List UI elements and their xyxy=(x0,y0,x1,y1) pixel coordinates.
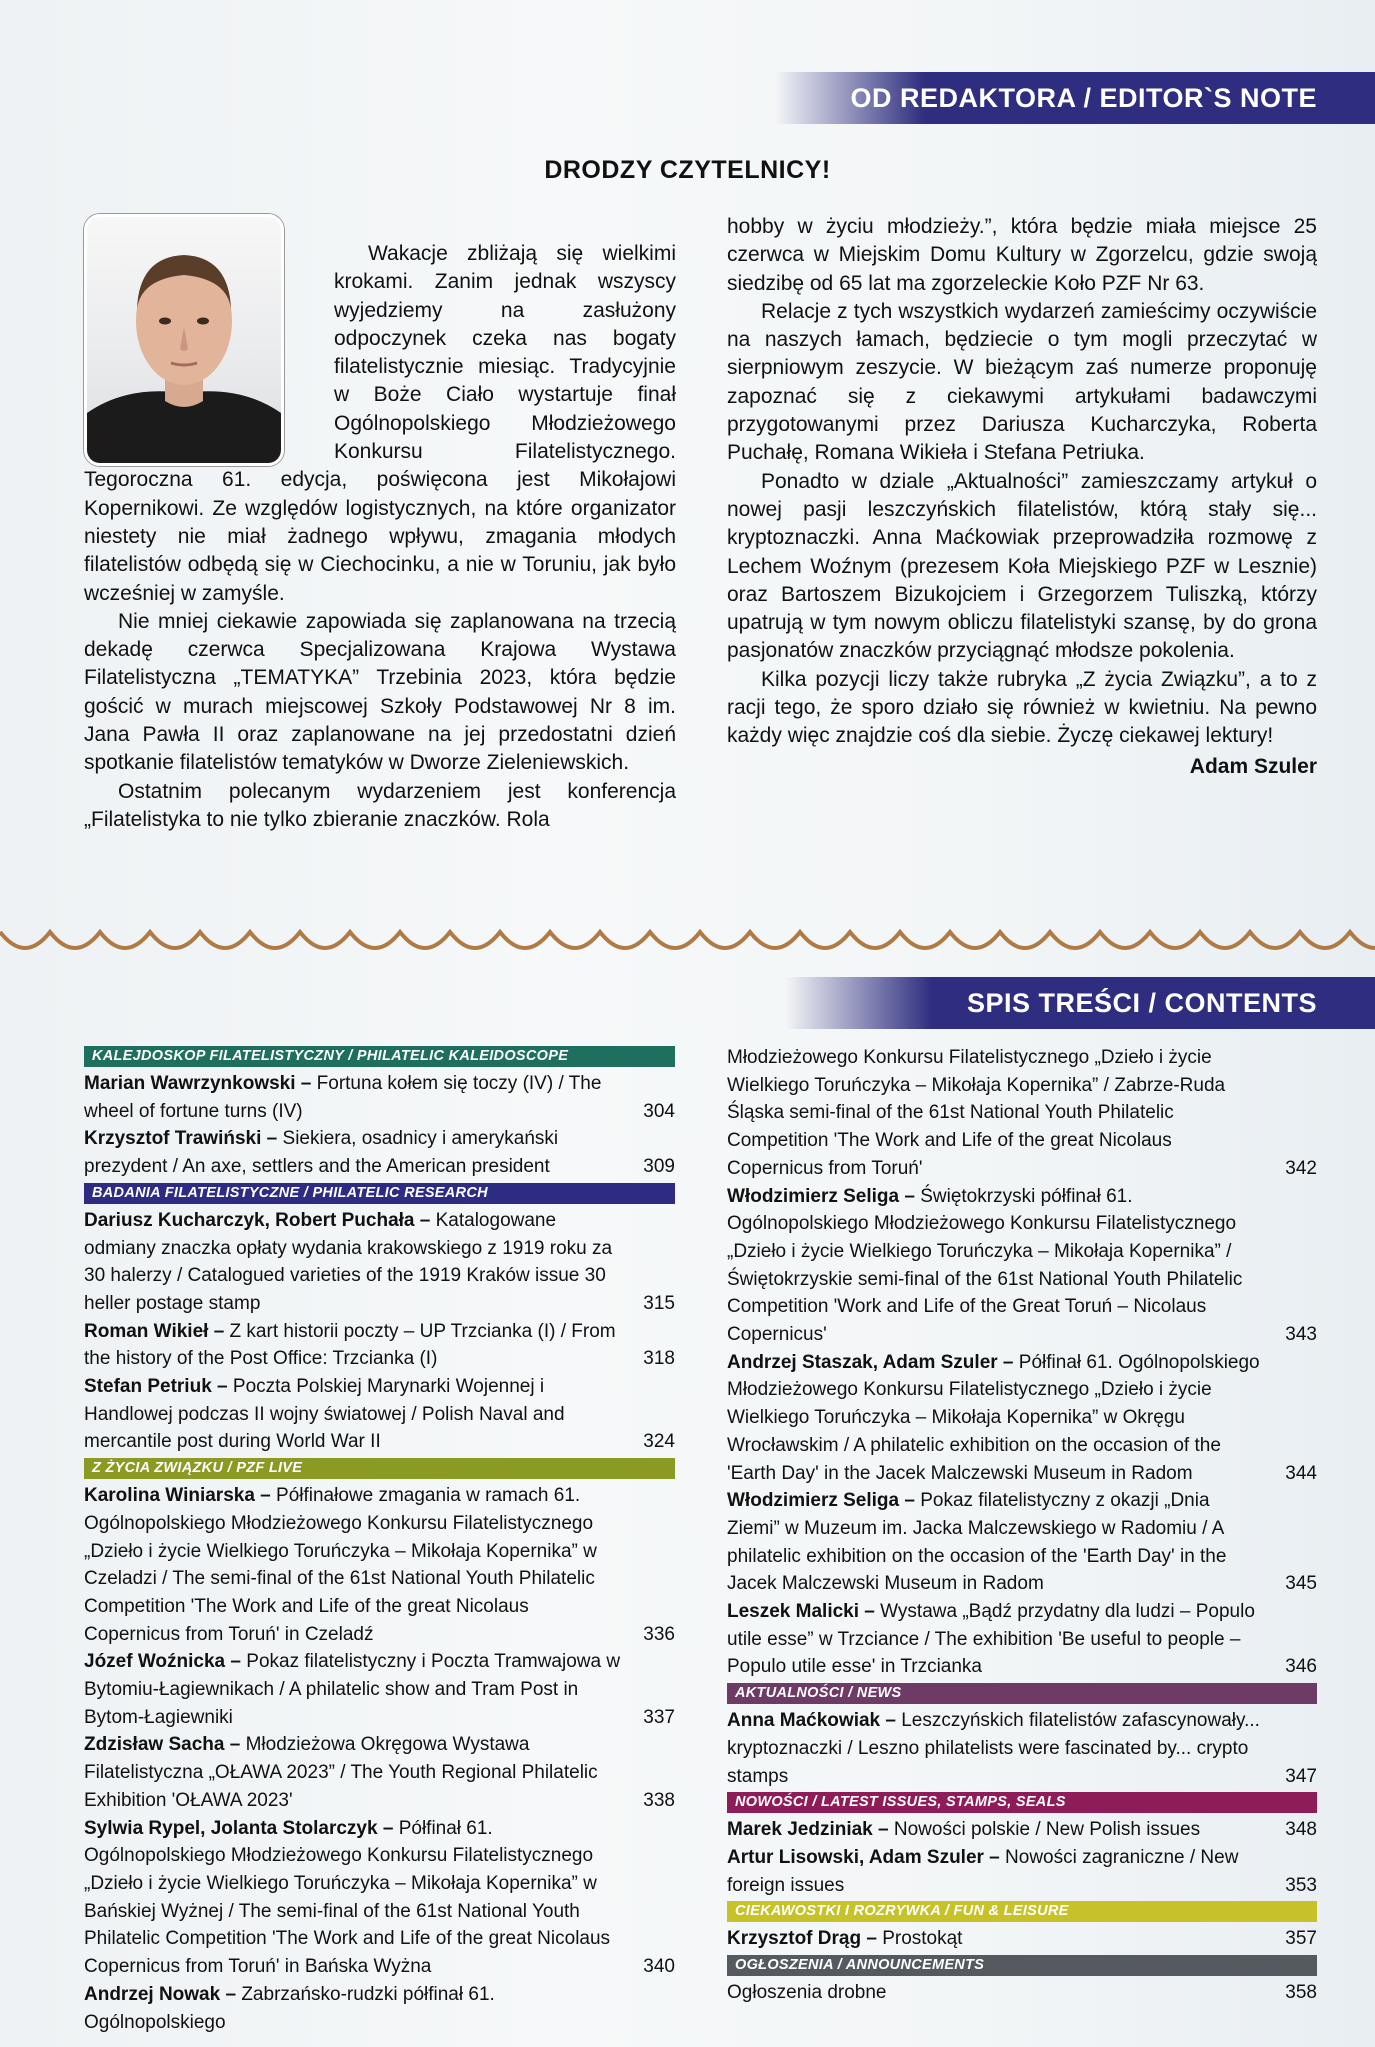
entry-author: Anna Maćkowiak – xyxy=(727,1710,896,1732)
entry-author: Marek Jedziniak – xyxy=(727,1819,889,1841)
editorial-paragraph: Wakacje zbliżają się wielkimi krokami. Zanim jednak wszyscy wyjedziemy na zasłużony odpoczynek czeka nas bogaty filatelistycznie miesiąc. Tradycyjnie w Boże Ciało wystartuje finał Ogólnopolskiego Młodzieżowego Konkursu Filatelistycznego. Tegoroczna 61. edycja, poświęcona jest Mikołajowi Kopernikowi. Ze względów logistycznych, na które organizator niestety nie miał żadnego wpływu, zmagania młodych filatelistów odbędą się w Ciechocinku, a nie w Toruniu, jak było wcześniej w zamyśle. xyxy=(84,242,676,605)
entry-title: Nowości polskie / New Polish issues xyxy=(893,1819,1201,1841)
entry-title: Katalogowane odmiany znaczka opłaty wydania krakowskiego z 1919 roku za 30 halerzy / Catalogued varieties of the 1919 Kraków issue 30 heller postage stamp xyxy=(84,1209,613,1314)
entry-author: Karolina Winiarska – xyxy=(84,1485,271,1507)
entry-title: Ogłoszenia drobne xyxy=(727,1982,887,2004)
entry-title: Poczta Polskiej Marynarki Wojennej i Handlowej podczas II wojny światowej / Polish Naval and mercantile post during World War II xyxy=(84,1376,565,1453)
entry-page-number: 345 xyxy=(1285,1573,1317,1595)
entry-author: Włodzimierz Seliga – xyxy=(727,1185,915,1207)
entry-page-number: 343 xyxy=(1285,1324,1317,1346)
editor-signature: Adam Szuler xyxy=(1189,754,1317,778)
entry-page-number: 318 xyxy=(643,1348,675,1370)
editorial-paragraph: Nie mniej ciekawie zapowiada się zaplanowana na trzecią dekadę czerwca Specjalizowana Krajowa Wystawa Filatelistyczna „TEMATYKA” Trzebinia 2023, która będzie gościć w murach miejscowej Szkoły Podstawowej Nr 8 im. Jana Pawła II oraz zaplanowane na jej przedostatni dzień spotkanie filatelistów tematyków w Dworze Zieleniewskich. xyxy=(84,609,676,775)
entry-page-number: 357 xyxy=(1285,1928,1317,1950)
entry-title: Półfinałowe zmagania w ramach 61. Ogólnopolskiego Młodzieżowego Konkursu Filatelistycznego „Dzieło i życie Wielkiego Toruńczyka – Mikołaja Kopernika” w Czeladzi / The semi-final of the 61st National Youth Philatelic Competition 'The Work and Life of the great Nicolaus Copernicus from Toruń' in Czeladź xyxy=(84,1485,597,1645)
contents-entry[interactable] xyxy=(84,1648,675,1731)
entry-title: Prostokąt xyxy=(882,1928,963,1950)
entry-title: Zabrzańsko-rudzki półfinał 61. Ogólnopolskiego xyxy=(84,1983,495,2033)
editorial-column-left xyxy=(84,240,676,834)
entry-author: Leszek Malicki – xyxy=(727,1601,875,1623)
entry-title: Młodzieżowego Konkursu Filatelistycznego „Dzieło i życie Wielkiego Toruńczyka – Mikołaja Kopernika” / Zabrze-Ruda Śląska semi-final of the 61st National Youth Philatelic Competition 'The Work and Life of the great Nicolaus Copernicus from Toruń' xyxy=(727,1047,1226,1179)
entry-page-number: 353 xyxy=(1285,1874,1317,1896)
section-header-band xyxy=(775,72,1375,124)
entry-title: Półfinał 61. Ogólnopolskiego Młodzieżowego Konkursu Filatelistycznego „Dzieło i życie Wielkiego Toruńczyka – Mikołaja Kopernika” w Okręgu Wrocławskim / A philatelic exhibition on the occasion of the 'Earth Day' in the Jacek Malczewski Museum in Radom xyxy=(727,1351,1260,1484)
contents-entry[interactable] xyxy=(727,1487,1317,1598)
entry-author: Zdzisław Sacha – xyxy=(84,1734,241,1756)
entry-author: Józef Woźnicka – xyxy=(84,1651,241,1673)
contents-column-left xyxy=(84,1044,675,2036)
entry-page-number: 358 xyxy=(1285,1982,1317,2004)
contents-entry[interactable] xyxy=(84,1070,675,1125)
entry-title: Siekiera, osadnicy i amerykański prezydent / An axe, settlers and the American president xyxy=(84,1128,559,1178)
entry-page-number: 346 xyxy=(1285,1656,1317,1678)
contents-category: BADANIA FILATELISTYCZNE / PHILATELIC RESEARCH xyxy=(84,1183,675,1204)
entry-title: Pokaz filatelistyczny i Poczta Tramwajowa w Bytomiu-Łagiewnikach / A philatelic show and Tram Post in Bytom-Łagiewniki xyxy=(84,1651,621,1728)
entry-author: Krzysztof Trawiński – xyxy=(84,1128,278,1150)
entry-title: Z kart historii poczty – UP Trzcianka (I) / From the history of the Post Office: Trzcianka (I) xyxy=(84,1320,616,1370)
contents-entry[interactable] xyxy=(727,1979,1317,2007)
editorial-paragraph: hobby w życiu młodzieży.”, która będzie miała miejsce 25 czerwca w Miejskim Domu Kultury w Zgorzelcu, gdzie swoją siedzibę od 65 lat ma zgorzeleckie Koło PZF Nr 63. xyxy=(727,215,1317,295)
entry-author: Sylwia Rypel, Jolanta Stolarczyk – xyxy=(84,1817,394,1839)
contents-entry[interactable] xyxy=(84,1731,675,1814)
contents-entry[interactable] xyxy=(727,1044,1317,1183)
entry-page-number: 344 xyxy=(1285,1462,1317,1484)
contents-category: Z ŻYCIA ZWIĄZKU / PZF LIVE xyxy=(84,1458,675,1479)
contents-header-label: SPIS TREŚCI / CONTENTS xyxy=(966,987,1317,1018)
entry-author: Stefan Petriuk – xyxy=(84,1376,228,1398)
contents-entry[interactable] xyxy=(727,1925,1317,1953)
contents-header-band xyxy=(785,977,1375,1029)
contents-entry[interactable] xyxy=(84,1373,675,1456)
entry-page-number: 348 xyxy=(1285,1819,1317,1841)
entry-author: Andrzej Nowak – xyxy=(84,1983,237,2005)
contents-entry[interactable] xyxy=(84,1981,675,2036)
entry-author: Krzysztof Drąg – xyxy=(727,1928,877,1950)
contents-category: OGŁOSZENIA / ANNOUNCEMENTS xyxy=(727,1955,1317,1976)
entry-author: Włodzimierz Seliga – xyxy=(727,1490,915,1512)
entry-title: Leszczyńskich filatelistów zafascynowały... kryptoznaczki / Leszno philatelists were fascinated by... crypto stamps xyxy=(727,1710,1260,1787)
editorial-paragraph: Relacje z tych wszystkich wydarzeń zamieścimy oczywiście na naszych łamach, będziecie o tym mogli przeczytać w sierpniowym zeszycie. W bieżącym zaś numerze proponuję zapoznać się z ciekawymi artykułami badawczymi przygotowanymi przez Dariusza Kucharczyka, Roberta Puchałę, Romana Wikieła i Stefana Petriuka. xyxy=(727,299,1317,465)
editorial-column-right xyxy=(727,213,1317,781)
editorial-paragraph: Ostatnim polecanym wydarzeniem jest konferencja „Filatelistyka to nie tylko zbieranie znaczków. Rola xyxy=(84,779,676,831)
entry-title: Pokaz filatelistyczny z okazji „Dnia Ziemi” w Muzeum im. Jacka Malczewskiego w Radomiu / A philatelic exhibition on the occasion of the 'Earth Day' in the Jacek Malczewski Museum in Radom xyxy=(727,1490,1227,1595)
contents-entry[interactable] xyxy=(727,1844,1317,1899)
entry-title: Wystawa „Bądź przydatny dla ludzi – Populo utile esse” w Trzciance / The exhibition 'Be useful to people – Populo utile esse' in Trzcianka xyxy=(727,1601,1255,1678)
entry-page-number: 338 xyxy=(643,1789,675,1811)
contents-entry[interactable] xyxy=(727,1183,1317,1349)
entry-page-number: 337 xyxy=(643,1706,675,1728)
entry-author: Artur Lisowski, Adam Szuler – xyxy=(727,1846,1000,1868)
contents-category: NOWOŚCI / LATEST ISSUES, STAMPS, SEALS xyxy=(727,1792,1317,1813)
entry-page-number: 324 xyxy=(643,1431,675,1453)
contents-entry[interactable] xyxy=(727,1598,1317,1681)
entry-page-number: 336 xyxy=(643,1623,675,1645)
contents-entry[interactable] xyxy=(84,1815,675,1981)
entry-page-number: 309 xyxy=(643,1156,675,1178)
contents-entry[interactable] xyxy=(84,1482,675,1648)
wavy-divider xyxy=(0,920,1375,964)
entry-page-number: 342 xyxy=(1285,1157,1317,1179)
entry-page-number: 347 xyxy=(1285,1765,1317,1787)
entry-title: Młodzieżowa Okręgowa Wystawa Filatelistyczna „OŁAWA 2023” / The Youth Regional Philatelic Exhibition 'OŁAWA 2023' xyxy=(84,1734,598,1811)
entry-title: Półfinał 61. Ogólnopolskiego Młodzieżowego Konkursu Filatelistycznego „Dzieło i życie Wielkiego Toruńczyka – Mikołaja Kopernika” w Bańskiej Wyżnej / The semi-final of the 61st National Youth Philatelic Competition 'The Work and Life of the great Nicolaus Copernicus from Toruń' in Bańska Wyżna xyxy=(84,1817,611,1978)
page-title: DRODZY CZYTELNICY! xyxy=(544,156,831,184)
editorial-paragraph: Ponadto w dziale „Aktualności” zamieszczamy artykuł o nowej pasji leszczyńskich filatelistów, którą stały się... kryptoznaczki. Anna Maćkowiak przeprowadziła rozmowę z Lechem Woźnym (prezesem Koła Miejskiego PZF w Lesznie) oraz Bartoszem Bizukojciem i Grzegorzem Tuliszką, którzy upatrują w tym nowym obliczu filatelistyki szansę, by do grona pasjonatów znaczków przyciągnąć młodsze pokolenia. xyxy=(727,469,1317,663)
contents-category: AKTUALNOŚCI / NEWS xyxy=(727,1683,1317,1704)
entry-page-number: 340 xyxy=(643,1956,675,1978)
section-header-label: OD REDAKTORA / EDITOR`S NOTE xyxy=(850,82,1317,113)
contents-entry[interactable] xyxy=(84,1125,675,1180)
editorial-paragraph: Kilka pozycji liczy także rubryka „Z życia Związku”, a to z racji tego, że sporo działo się również w kwietniu. Na pewno każdy więc znajdzie coś dla siebie. Życzę ciekawej lektury! xyxy=(727,667,1317,748)
entry-title: Nowości zagraniczne / New foreign issues xyxy=(727,1846,1239,1896)
entry-page-number: 315 xyxy=(643,1292,675,1314)
contents-entry[interactable] xyxy=(727,1816,1317,1844)
contents-entry[interactable] xyxy=(727,1707,1317,1790)
entry-author: Roman Wikieł – xyxy=(84,1320,225,1342)
contents-entry[interactable] xyxy=(727,1349,1317,1488)
entry-author: Andrzej Staszak, Adam Szuler – xyxy=(727,1351,1014,1373)
entry-author: Marian Wawrzynkowski – xyxy=(84,1073,312,1094)
contents-column-right xyxy=(727,1044,1317,2007)
entry-page-number: 304 xyxy=(643,1100,675,1122)
contents-entry[interactable] xyxy=(84,1318,675,1373)
entry-title: Fortuna kołem się toczy (IV) / The wheel of fortune turns (IV) xyxy=(84,1073,602,1122)
contents-entry[interactable] xyxy=(84,1207,675,1318)
contents-category: CIEKAWOSTKI I ROZRYWKA / FUN & LEISURE xyxy=(727,1901,1317,1922)
contents-category: KALEJDOSKOP FILATELISTYCZNY / PHILATELIC KALEIDOSCOPE xyxy=(84,1046,675,1067)
entry-author: Dariusz Kucharczyk, Robert Puchała – xyxy=(84,1209,431,1231)
entry-title: Świętokrzyski półfinał 61. Ogólnopolskiego Młodzieżowego Konkursu Filatelistycznego „Dzieło i życie Wielkiego Toruńczyka – Mikołaja Kopernika” / Świętokrzyskie semi-final of the 61st National Youth Philatelic Competition 'Work and Life of the Great Toruń – Nicolaus Copernicus' xyxy=(727,1185,1243,1346)
